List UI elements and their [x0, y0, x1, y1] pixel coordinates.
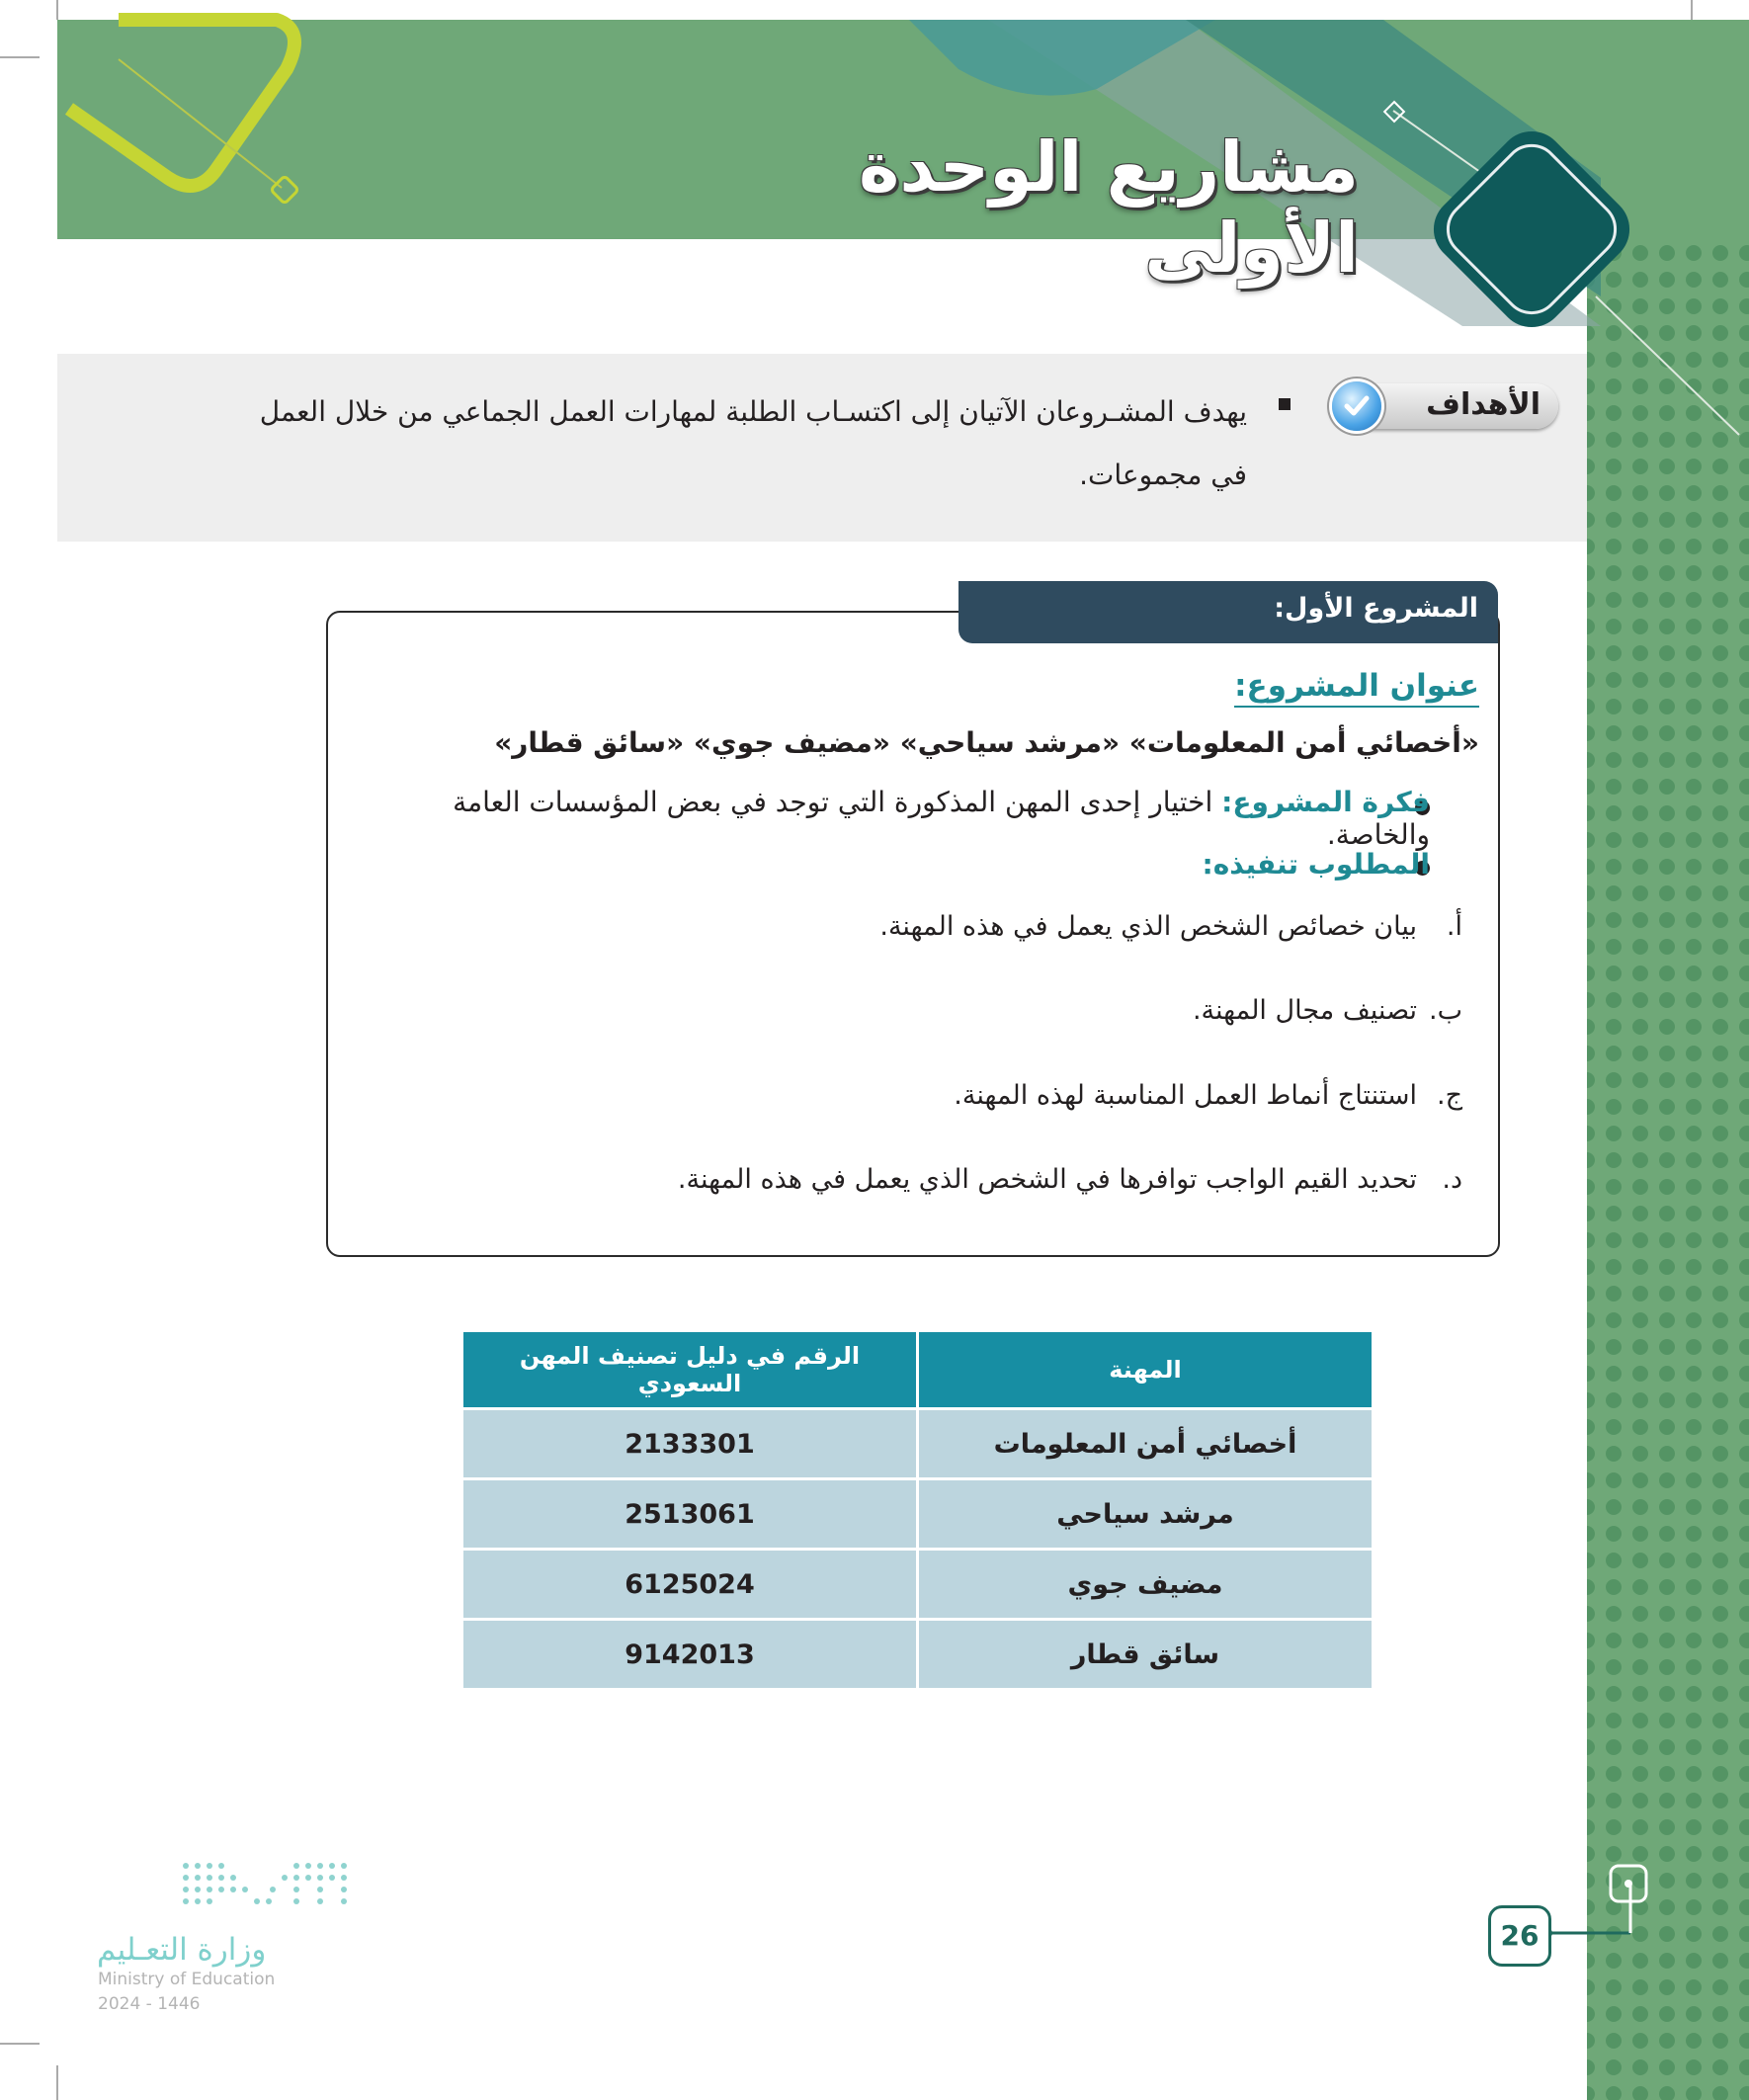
table-header-row: [462, 1331, 1374, 1409]
goals-label: الأهداف: [1426, 387, 1541, 422]
code-cell: 9142013: [462, 1620, 918, 1690]
goals-text: يهدف المشـروعان الآتيان إلى اكتسـاب الطلبة لمهارات العمل الجماعي من خلال العمل في مجموعات.: [259, 395, 1247, 491]
professions-table: [460, 1329, 1374, 1691]
code-cell: 2133301: [462, 1409, 918, 1479]
project-tab: [958, 581, 1498, 643]
column-header: المهنة: [918, 1331, 1374, 1409]
project-tab-label: المشروع الأول:: [1274, 593, 1478, 624]
task-item: [474, 911, 1462, 942]
ministry-name-ar: وزارة التعـليم: [97, 1932, 267, 1968]
task-item: [474, 1080, 1462, 1111]
table-row: [462, 1479, 1374, 1550]
task-item: [474, 995, 1462, 1026]
required-label: المطلوب تنفيذه:: [1202, 848, 1430, 881]
idea-text: اختيار إحدى المهن المذكورة التي توجد في بعض المؤسسات العامة والخاصة.: [453, 786, 1430, 851]
page-number: 26: [1488, 1905, 1551, 1967]
code-cell: 6125024: [462, 1550, 918, 1620]
task-letter: د.: [1442, 1164, 1462, 1195]
task-letter: ج.: [1436, 1080, 1462, 1111]
task-item: [474, 1164, 1462, 1195]
task-text: استنتاج أنماط العمل المناسبة لهذه المهنة.: [954, 1080, 1417, 1111]
profession-cell: مضيف جوي: [918, 1550, 1374, 1620]
task-letter: ب.: [1428, 995, 1462, 1026]
profession-cell: أخصائي أمن المعلومات: [918, 1409, 1374, 1479]
square-bullet-icon: [1279, 398, 1291, 410]
code-cell: 2513061: [462, 1479, 918, 1550]
idea-label: فكرة المشروع:: [1221, 786, 1430, 818]
task-text: تحديد القيم الواجب توافرها في الشخص الذي يعمل في هذه المهنة.: [677, 1164, 1417, 1195]
edition-year: 2024 - 1446: [98, 1994, 201, 2014]
task-text: بيان خصائص الشخص الذي يعمل في هذه المهنة.: [879, 911, 1417, 942]
professions-line: «أخصائي أمن المعلومات» «مرشد سياحي» «مضيف جوي» «سائق قطار»: [494, 726, 1479, 759]
project-idea: [343, 786, 1430, 851]
page-title: مشاريع الوحدة الأولى: [859, 126, 1359, 289]
task-letter: أ.: [1446, 911, 1462, 942]
profession-cell: سائق قطار: [918, 1620, 1374, 1690]
column-header: الرقم في دليل تصنيف المهن السعودي: [462, 1331, 918, 1409]
ministry-name-en: Ministry of Education: [98, 1970, 276, 1989]
task-text: تصنيف مجال المهنة.: [1192, 995, 1417, 1026]
profession-cell: مرشد سياحي: [918, 1479, 1374, 1550]
check-icon: [1332, 381, 1381, 431]
project-title-label: عنوان المشروع:: [1234, 668, 1479, 708]
table-row: [462, 1550, 1374, 1620]
table-row: [462, 1620, 1374, 1690]
table-row: [462, 1409, 1374, 1479]
